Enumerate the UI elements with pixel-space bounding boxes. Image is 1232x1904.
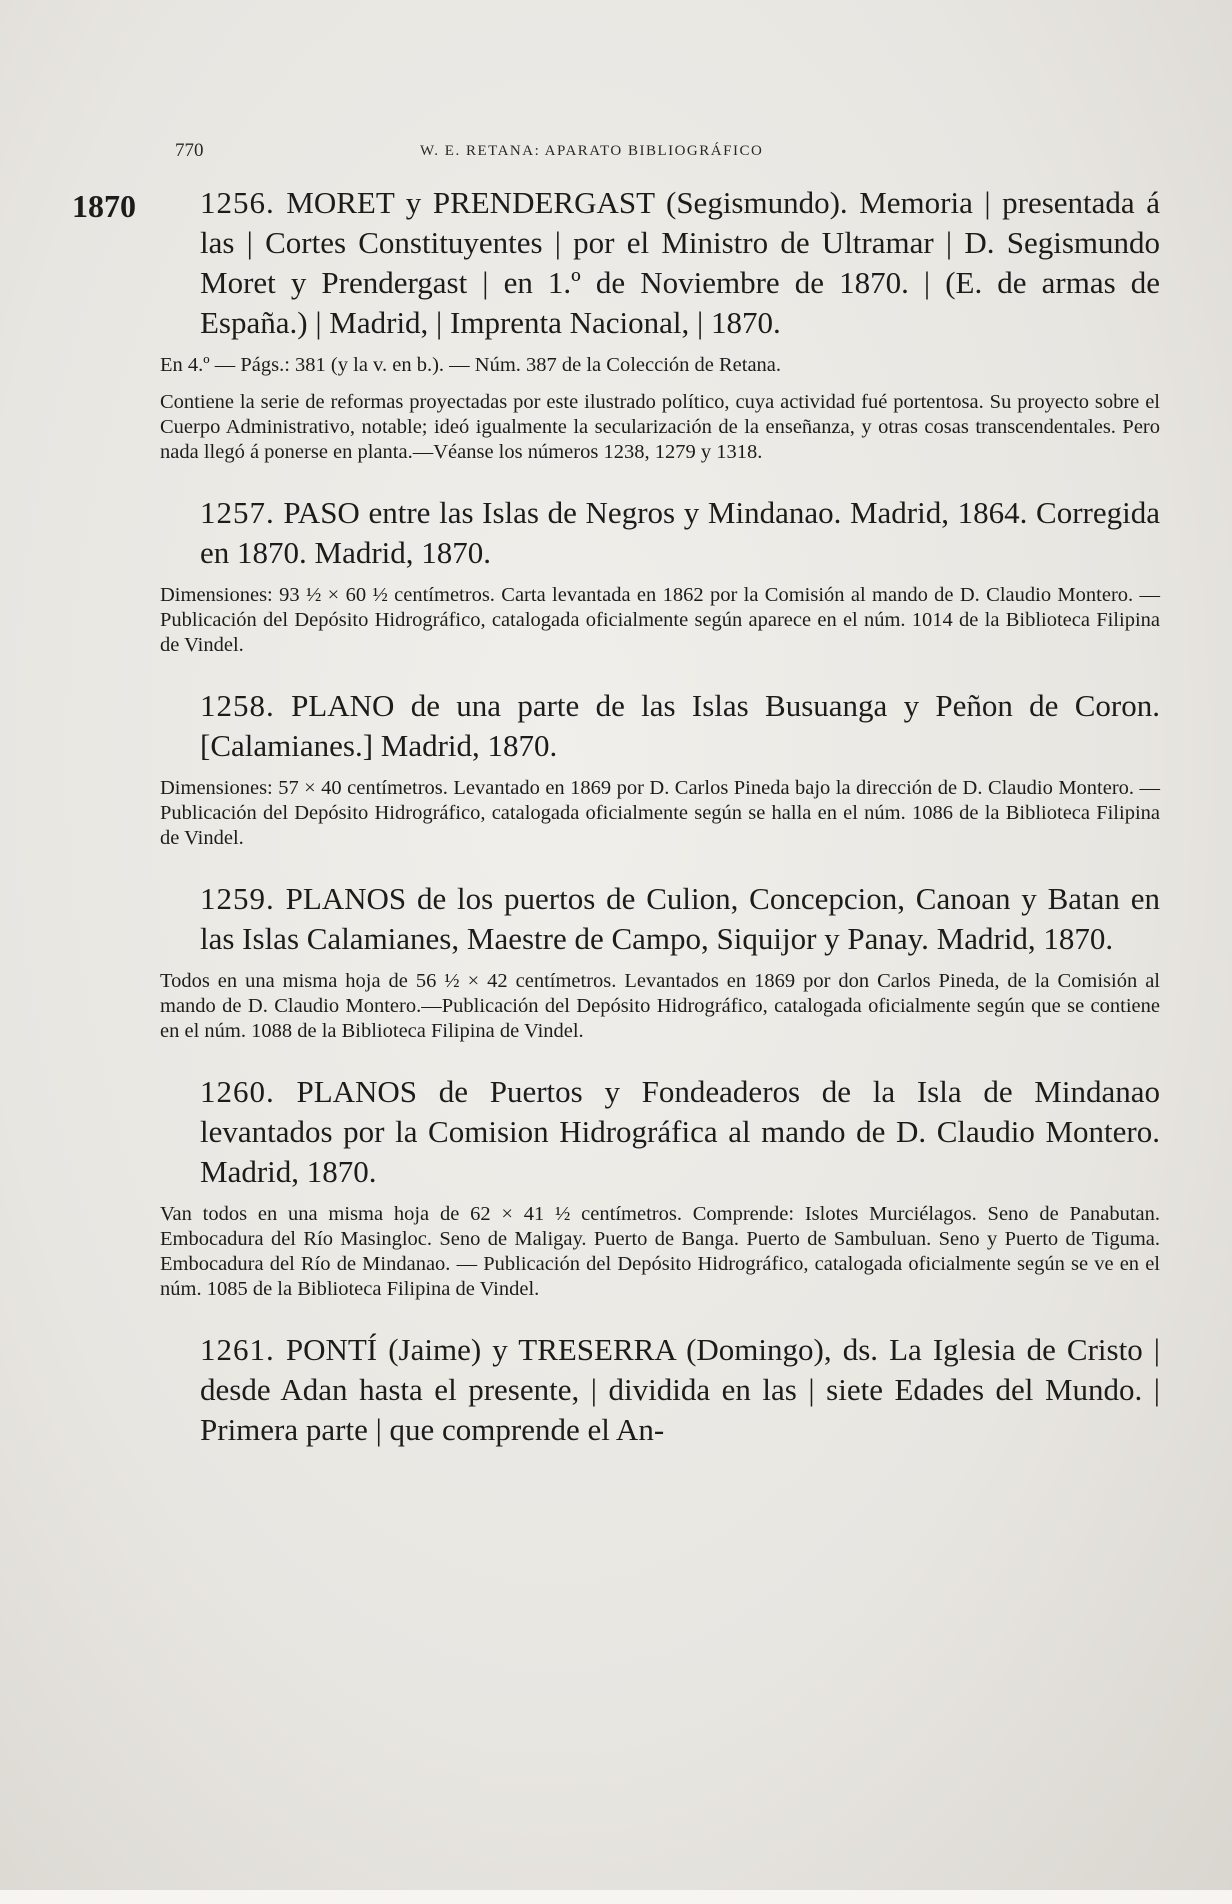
entry-note: Contiene la serie de reformas proyectadas por este ilustrado político, cuya actividad fué portentosa. Su proyecto sobre el Cuerpo Administrativo, notable; ideó igualmente la secularización de la enseñanza, y otras cosas transcendentales. Pero nada llegó á ponerse en planta.—Véanse los números 1238, 1279 y 1318. <box>160 391 1160 463</box>
entry-main-text: PLANOS de Puertos y Fondeaderos de la Isla de Mindanao levantados por la Comision Hidrográfica al mando de D. Claudio Montero. Madrid, 1870. <box>200 1074 1160 1189</box>
page-number: 770 <box>175 140 204 161</box>
entry-note: Van todos en una misma hoja de 62 × 41 ½ centímetros. Comprende: Islotes Murciélagos. Seno de Panabutan. Embocadura del Río Masingloc. Seno de Maligay. Puerto de Banga. Puerto de Sambuluan. Seno y Puerto de Tiguma. Embocadura del Río de Mindanao. — Publicación del Depósito Hidrográfico, catalogada oficialmente según se ve en el núm. 1085 de la Biblioteca Filipina de Vindel. <box>160 1203 1160 1300</box>
running-title: W. E. RETANA: APARATO BIBLIOGRÁFICO <box>420 143 764 159</box>
entry-1256 <box>160 183 1160 465</box>
entry-note: Dimensiones: 57 × 40 centímetros. Levantado en 1869 por D. Carlos Pineda bajo la dirección de D. Claudio Montero. — Publicación del Depósito Hidrográfico, catalogada oficialmente según se halla en el núm. 1086 de la Biblioteca Filipina de Vindel. <box>160 777 1160 849</box>
entry-title <box>160 1072 1160 1192</box>
entry-main-text: PLANO de una parte de las Islas Busuanga y Peñon de Coron. [Calamianes.] Madrid, 1870. <box>200 688 1160 763</box>
entry-1259 <box>160 879 1160 1044</box>
scan-footer-strip <box>0 1890 1232 1904</box>
text-column <box>160 183 1160 1478</box>
entry-number: 1257. <box>200 495 275 530</box>
entry-1258 <box>160 686 1160 851</box>
entry-number: 1259. <box>200 881 275 916</box>
entry-number: 1258. <box>200 688 275 723</box>
entry-main-text: PONTÍ (Jaime) y TRESERRA (Domingo), ds. La Iglesia de Cristo | desde Adan hasta el presente, | dividida en las | siete Edades del Mundo. | Primera parte | que comprende el An- <box>200 1332 1160 1447</box>
running-header <box>175 140 1075 162</box>
entry-title <box>160 183 1160 343</box>
entry-main-text: MORET y PRENDERGAST (Segismundo). Memoria | presentada á las | Cortes Constituyentes | por el Ministro de Ultramar | D. Segismundo Moret y Prendergast | en 1.º de Noviembre de 1870. | (E. de armas de España.) | Madrid, | Imprenta Nacional, | 1870. <box>200 185 1160 340</box>
entry-1260 <box>160 1072 1160 1302</box>
entry-1261 <box>160 1330 1160 1450</box>
entry-number: 1261. <box>200 1332 275 1367</box>
entry-note: En 4.º — Págs.: 381 (y la v. en b.). — Núm. 387 de la Colección de Retana. <box>160 354 782 376</box>
entry-title <box>160 1330 1160 1450</box>
entry-title <box>160 879 1160 959</box>
margin-year: 1870 <box>72 188 136 224</box>
entry-title <box>160 493 1160 573</box>
entry-main-text: PLANOS de los puertos de Culion, Concepcion, Canoan y Batan en las Islas Calamianes, Maestre de Campo, Siquijor y Panay. Madrid, 1870. <box>200 881 1160 956</box>
entry-1257 <box>160 493 1160 658</box>
entry-number: 1256. <box>200 185 275 220</box>
entry-number: 1260. <box>200 1074 275 1109</box>
entry-main-text: PASO entre las Islas de Negros y Mindanao. Madrid, 1864. Corregida en 1870. Madrid, 1870. <box>200 495 1161 570</box>
entry-note: Dimensiones: 93 ½ × 60 ½ centímetros. Carta levantada en 1862 por la Comisión al mando de D. Claudio Montero. — Publicación del Depósito Hidrográfico, catalogada oficialmente según aparece en el núm. 1014 de la Biblioteca Filipina de Vindel. <box>160 584 1160 656</box>
entry-title <box>160 686 1160 766</box>
entry-note: Todos en una misma hoja de 56 ½ × 42 centímetros. Levantados en 1869 por don Carlos Pineda, de la Comisión al mando de D. Claudio Montero.—Publicación del Depósito Hidrográfico, catalogada oficialmente según que se contiene en el núm. 1088 de la Biblioteca Filipina de Vindel. <box>160 970 1160 1042</box>
